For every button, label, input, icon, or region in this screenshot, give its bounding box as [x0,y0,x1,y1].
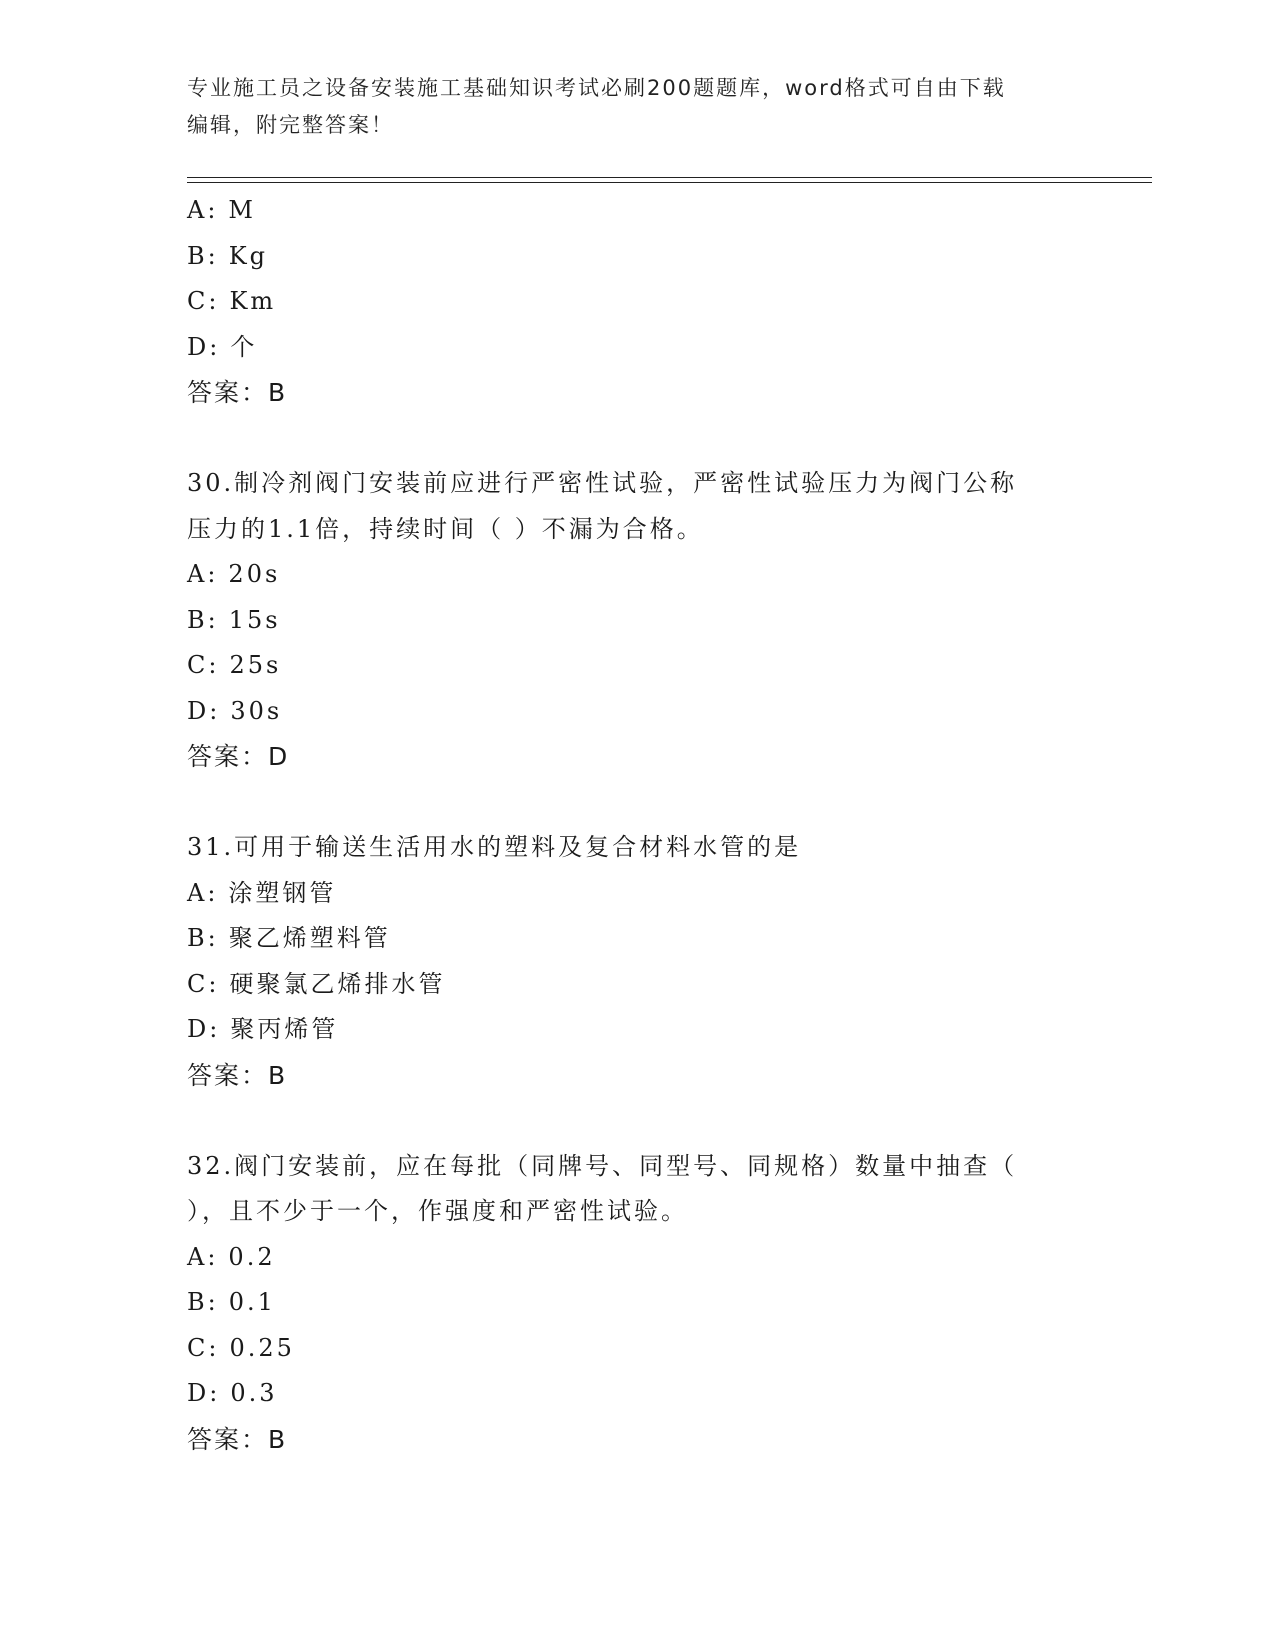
answer-line: 答案：B [187,1424,288,1454]
option-value: 硬聚氯乙烯排水管 [229,969,446,998]
option-key: A: [187,1242,219,1271]
option-key: C: [187,651,220,679]
header-divider-top [187,177,1152,178]
option-value: 0.1 [228,1288,276,1316]
option-c [187,279,1087,325]
option-a [187,871,1087,917]
option-a [187,1235,1087,1281]
question-stem-line: 压力的1.1倍，持续时间（ ）不漏为合格。 [187,514,704,543]
option-key: B: [187,605,219,634]
option-value: 20s [228,560,281,588]
option-value: 25s [229,651,282,679]
option-key: A: [187,560,219,588]
option-value: 30s [230,696,283,725]
option-key: B: [187,1288,219,1316]
spacer [187,416,1087,462]
header-line-2: 编辑，附完整答案！ [187,113,394,137]
option-key: D: [187,1015,221,1043]
option-c [187,1326,1087,1372]
option-key: C: [187,969,220,998]
option-a [187,188,1087,234]
spacer [187,1098,1087,1144]
option-key: A: [187,196,219,224]
option-b [187,598,1087,644]
question-stem-line: 30.制冷剂阀门安装前应进行严密性试验，严密性试验压力为阀门公称 [187,469,1018,497]
option-key: A: [187,878,219,907]
option-key: D: [187,332,221,361]
option-a [187,552,1087,598]
question-block-32 [187,1144,1087,1463]
option-d [187,1371,1087,1417]
question-stem-line: ），且不少于一个，作强度和严密性试验。 [187,1197,688,1225]
option-c [187,962,1087,1008]
question-block-30 [187,461,1087,780]
option-key: C: [187,1333,220,1362]
option-key: D: [187,696,221,725]
option-value: Kg [228,241,269,270]
option-c [187,643,1087,689]
answer-line: 答案：B [187,378,288,407]
option-value: 聚丙烯管 [230,1015,339,1043]
header-divider-bottom [187,182,1152,183]
option-key: D: [187,1379,221,1407]
option-b [187,1280,1087,1326]
option-b [187,234,1087,280]
option-value: Km [229,287,277,315]
option-value: 聚乙烯塑料管 [228,924,391,952]
option-d [187,1007,1087,1053]
option-value: 0.25 [229,1333,295,1362]
option-value: 15s [228,605,281,634]
question-list [187,188,1087,1462]
option-value: 个 [230,332,258,361]
spacer [187,780,1087,826]
option-key: C: [187,287,220,315]
answer-line: 答案：D [187,742,290,771]
option-key: B: [187,241,219,270]
option-d [187,689,1087,735]
question-stem-line: 32.阀门安装前，应在每批（同牌号、同型号、同规格）数量中抽查（ [187,1151,1018,1180]
option-value: 0.2 [228,1242,276,1271]
option-b [187,916,1087,962]
header-line-1: 专业施工员之设备安装施工基础知识考试必刷200题题库，word格式可自由下载 [187,76,1006,100]
option-value: 涂塑钢管 [228,878,337,907]
question-block-31 [187,825,1087,1098]
option-value: M [228,196,256,224]
answer-line: 答案：B [187,1060,288,1090]
option-value: 0.3 [230,1379,278,1407]
document-header [187,70,1067,144]
option-key: B: [187,924,219,952]
question-block-29 [187,188,1087,416]
question-stem-line: 31.可用于输送生活用水的塑料及复合材料水管的是 [187,833,802,861]
option-d [187,325,1087,371]
